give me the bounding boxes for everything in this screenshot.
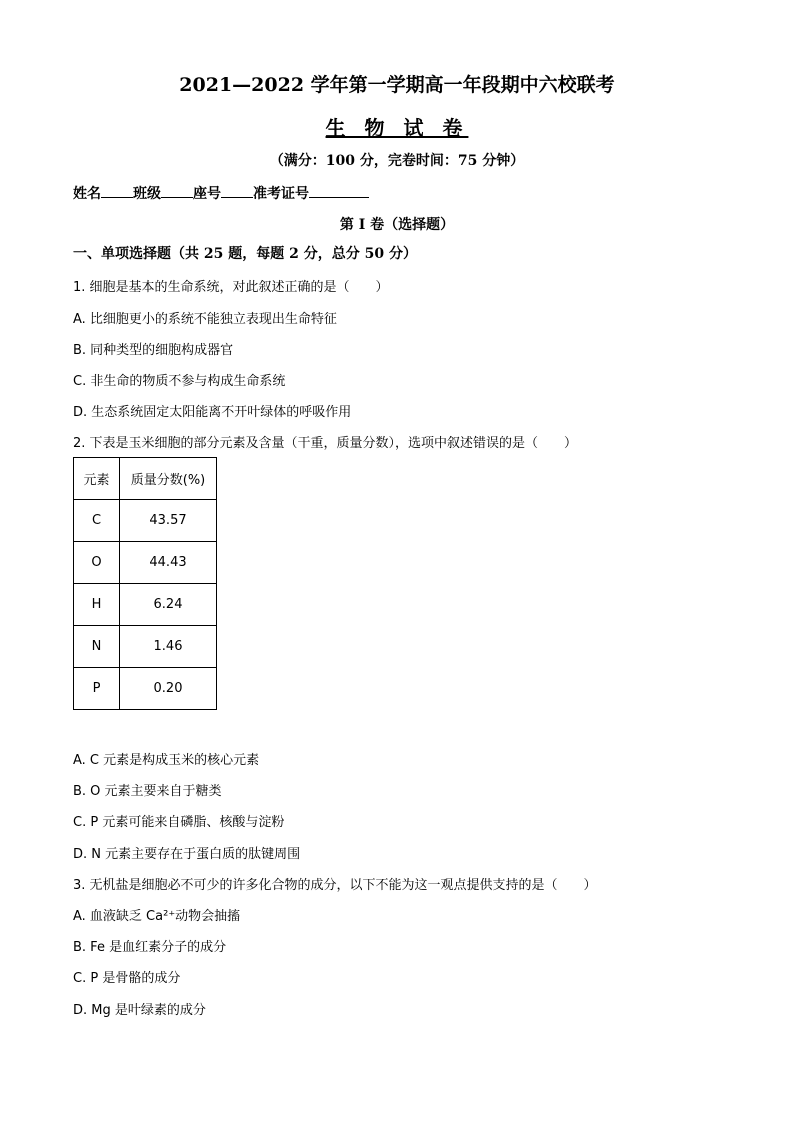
table-row bbox=[74, 542, 217, 584]
table-header-cell: 质量分数(%) bbox=[120, 458, 217, 500]
question-3-option-a: A. 血液缺乏 Ca²⁺动物会抽搐 bbox=[73, 909, 241, 924]
table-row bbox=[74, 584, 217, 626]
table-header-cell: 元素 bbox=[74, 458, 120, 500]
exam-meta: （满分：100 分，完卷时间：75 分钟） bbox=[269, 153, 525, 169]
question-3-option-d: D. Mg 是叶绿素的成分 bbox=[73, 1003, 206, 1018]
question-3-stem: 3. 无机盐是细胞必不可少的许多化合物的成分，以下不能为这一观点提供支持的是（ ） bbox=[73, 878, 597, 893]
part-heading: 第 I 卷（选择题） bbox=[339, 217, 455, 233]
table-cell: 1.46 bbox=[120, 626, 217, 668]
question-3-option-c: C. P 是骨骼的成分 bbox=[73, 971, 181, 986]
name-label: 姓名 bbox=[73, 186, 101, 202]
table-cell: 43.57 bbox=[120, 500, 217, 542]
question-3-option-b: B. Fe 是血红素分子的成分 bbox=[73, 940, 227, 955]
question-2-option-c: C. P 元素可能来自磷脂、核酸与淀粉 bbox=[73, 815, 285, 830]
element-content-table bbox=[73, 457, 217, 710]
exam-title: 2021—2022 学年第一学期高一年段期中六校联考 bbox=[179, 74, 615, 96]
table-row bbox=[74, 668, 217, 710]
question-2-stem: 2. 下表是玉米细胞的部分元素及含量（干重，质量分数），选项中叙述错误的是（ ） bbox=[73, 436, 578, 451]
seat-blank[interactable] bbox=[221, 185, 253, 198]
question-2-option-a: A. C 元素是构成玉米的核心元素 bbox=[73, 753, 260, 768]
question-1-stem: 1. 细胞是基本的生命系统，对此叙述正确的是（ ） bbox=[73, 280, 389, 295]
class-blank[interactable] bbox=[161, 185, 193, 198]
class-label: 班级 bbox=[133, 186, 161, 202]
question-1-option-b: B. 同种类型的细胞构成器官 bbox=[73, 343, 234, 358]
table-cell: 6.24 bbox=[120, 584, 217, 626]
table-cell: P bbox=[74, 668, 120, 710]
question-1-option-a: A. 比细胞更小的系统不能独立表现出生命特征 bbox=[73, 312, 337, 327]
question-2-option-b: B. O 元素主要来自于糖类 bbox=[73, 784, 222, 799]
table-row bbox=[74, 500, 217, 542]
name-blank[interactable] bbox=[101, 185, 133, 198]
table-cell: 0.20 bbox=[120, 668, 217, 710]
exam-subject bbox=[0, 112, 794, 141]
subject-text: 生 物 试 卷 bbox=[325, 116, 469, 140]
exam-id-label: 准考证号 bbox=[253, 186, 309, 202]
table-cell: N bbox=[74, 626, 120, 668]
table-row bbox=[74, 626, 217, 668]
student-info-line bbox=[73, 183, 369, 203]
seat-label: 座号 bbox=[193, 186, 221, 202]
section-heading: 一、单项选择题（共 25 题，每题 2 分，总分 50 分） bbox=[73, 246, 417, 262]
table-cell: O bbox=[74, 542, 120, 584]
table-header-row bbox=[74, 458, 217, 500]
question-2-option-d: D. N 元素主要存在于蛋白质的肽键周围 bbox=[73, 847, 301, 862]
table-cell: H bbox=[74, 584, 120, 626]
table-cell: C bbox=[74, 500, 120, 542]
question-1-option-d: D. 生态系统固定太阳能离不开叶绿体的呼吸作用 bbox=[73, 405, 352, 420]
exam-id-blank[interactable] bbox=[309, 185, 369, 198]
table-cell: 44.43 bbox=[120, 542, 217, 584]
question-1-option-c: C. 非生命的物质不参与构成生命系统 bbox=[73, 374, 286, 389]
